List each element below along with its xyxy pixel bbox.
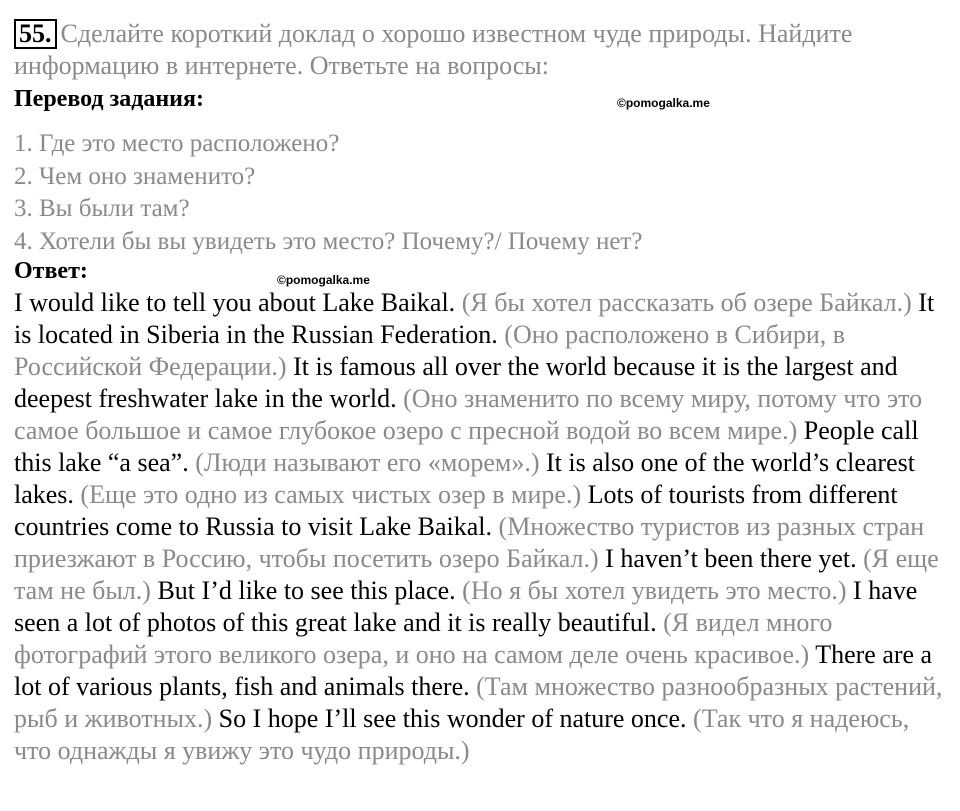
task-text: Сделайте короткий доклад о хорошо известном чуде природы. Найдите информацию в интернете. Ответьте на вопросы:	[14, 19, 853, 80]
answer-translation-ru: (Я видел много фотографий этого великого озера, и оно на самом деле очень красивое.)	[14, 608, 833, 669]
question-item: 3. Вы были там?	[14, 195, 190, 222]
answer-sentence-en: It is also one of the world’s clearest lakes.	[14, 448, 915, 509]
answer-sentence-en: There are a lot of various plants, fish and animals there.	[14, 640, 933, 701]
answer-sentence-en: I would like to tell you about Lake Baikal.	[14, 288, 456, 317]
answer-sentence-en: It is famous all over the world because it is the largest and deepest freshwater lake in the world.	[14, 352, 898, 413]
answer-translation-ru: (Множество туристов из разных стран приезжают в Россию, чтобы посетить озеро Байкал.)	[14, 512, 925, 573]
answer-translation-ru: (Я еще там не был.)	[14, 544, 939, 605]
question-list	[14, 128, 642, 258]
task-statement	[14, 18, 949, 82]
answer-translation-ru: (Я бы хотел рассказать об озере Байкал.)	[461, 288, 912, 317]
answer-translation-ru: (Оно знаменито по всему миру, потому что это самое большое и самое глубокое озеро с пресной водой во всем мире.)	[14, 384, 923, 445]
task-number: 55.	[14, 19, 57, 49]
answer-text	[14, 287, 949, 767]
answer-translation-ru: (Люди называют его «морем».)	[195, 448, 540, 477]
answer-translation-ru: (Там множество разнообразных растений, рыб и животных.)	[14, 672, 943, 733]
question-item: 4. Хотели бы вы увидеть это место? Почему?/ Почему нет?	[14, 227, 643, 255]
answer-translation-ru: (Еще это одно из самых чистых озер в мире.)	[80, 480, 582, 509]
answer-sentence-en: It is located in Siberia in the Russian Federation.	[14, 288, 935, 349]
watermark-middle: ©pomogalka.me	[277, 273, 370, 287]
watermark-top: ©pomogalka.me	[617, 96, 710, 110]
answer-sentence-en: But I’d like to see this place.	[157, 576, 456, 605]
answer-translation-ru: (Так что я надеюсь, что однажды я увижу это чудо природы.)	[14, 704, 910, 765]
answer-translation-ru: (Но я бы хотел увидеть это место.)	[462, 576, 847, 605]
question-item: 1. Где это место расположено?	[14, 130, 340, 157]
answer-sentence-en: So I hope I’ll see this wonder of nature once.	[218, 704, 687, 733]
question-item: 2. Чем оно знаменито?	[14, 162, 256, 190]
answer-sentence-en: People call this lake “a sea”.	[14, 416, 919, 477]
translation-heading: Перевод задания:	[14, 86, 204, 112]
answer-translation-ru: (Оно расположено в Сибири, в Российской Федерации.)	[14, 320, 846, 381]
answer-sentence-en: I haven’t been there yet.	[605, 544, 857, 573]
answer-heading: Ответ:	[14, 258, 88, 284]
answer-sentence-en: I have seen a lot of photos of this great lake and it is really beautiful.	[14, 576, 918, 637]
answer-sentence-en: Lots of tourists from different countries come to Russia to visit Lake Baikal.	[14, 480, 898, 541]
